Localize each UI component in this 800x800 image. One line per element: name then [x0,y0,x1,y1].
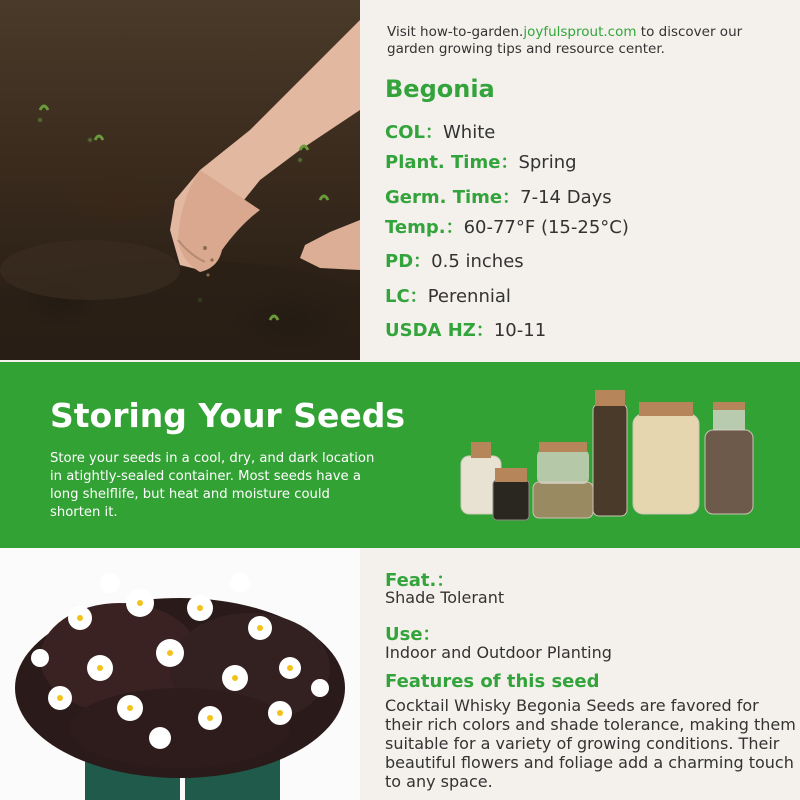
spec-temp [385,213,629,239]
soil-hands-photo [0,0,360,360]
spec-key: PD： [385,251,432,272]
spec-usda-zone [385,316,546,342]
intro-prefix: Visit how-to-garden. [387,24,524,40]
spec-value: 0.5 inches [431,251,524,272]
spec-key: Temp.： [385,217,464,238]
spec-value: Spring [518,152,577,173]
storing-seeds-title: Storing Your Seeds [50,396,405,435]
spec-germ-time [385,183,612,209]
features-description: Cocktail Whisky Begonia Seeds are favored for their rich colors and shade tolerance, making them suitable for a variety of growing conditions. Their beautiful flowers and foliage add a charming touch to any space. [385,696,796,791]
hands-sowing-illustration [0,0,360,360]
plant-name: Begonia [385,75,495,103]
use-label: Use： [385,624,441,645]
begonia-photo [0,548,360,800]
feat-label: Feat.： [385,570,455,591]
storing-seeds-text: Store your seeds in a cool, dry, and dark location in atightly-sealed container. Most seeds have a long shelflife, but heat and moisture could shorten it. [50,451,375,520]
seed-jars-illustration [455,384,765,534]
spec-key: Germ. Time： [385,187,521,208]
feat-value: Shade Tolerant [385,588,505,607]
begonia-plant-illustration [0,548,360,800]
intro-suffix: to discover our garden growing tips and resource center. [387,24,743,57]
spec-value: 10-11 [493,320,547,341]
spec-color [385,118,495,144]
spec-value: 60-77°F (15-25°C) [463,217,629,238]
spec-value: White [442,122,496,143]
spec-value: 7-14 Days [520,187,612,208]
spec-planting-depth [385,247,524,273]
spec-life-cycle [385,282,511,308]
use-value: Indoor and Outdoor Planting [385,643,612,662]
spec-key: Plant. Time： [385,152,519,173]
site-intro-text [387,24,787,58]
site-link[interactable]: joyfulsprout.com [523,24,637,40]
spec-plant-time [385,148,577,174]
spec-key: LC： [385,286,428,307]
spec-key: USDA HZ： [385,320,494,341]
spec-value: Perennial [427,286,511,307]
features-title: Features of this seed [385,671,600,692]
spec-key: COL： [385,122,443,143]
